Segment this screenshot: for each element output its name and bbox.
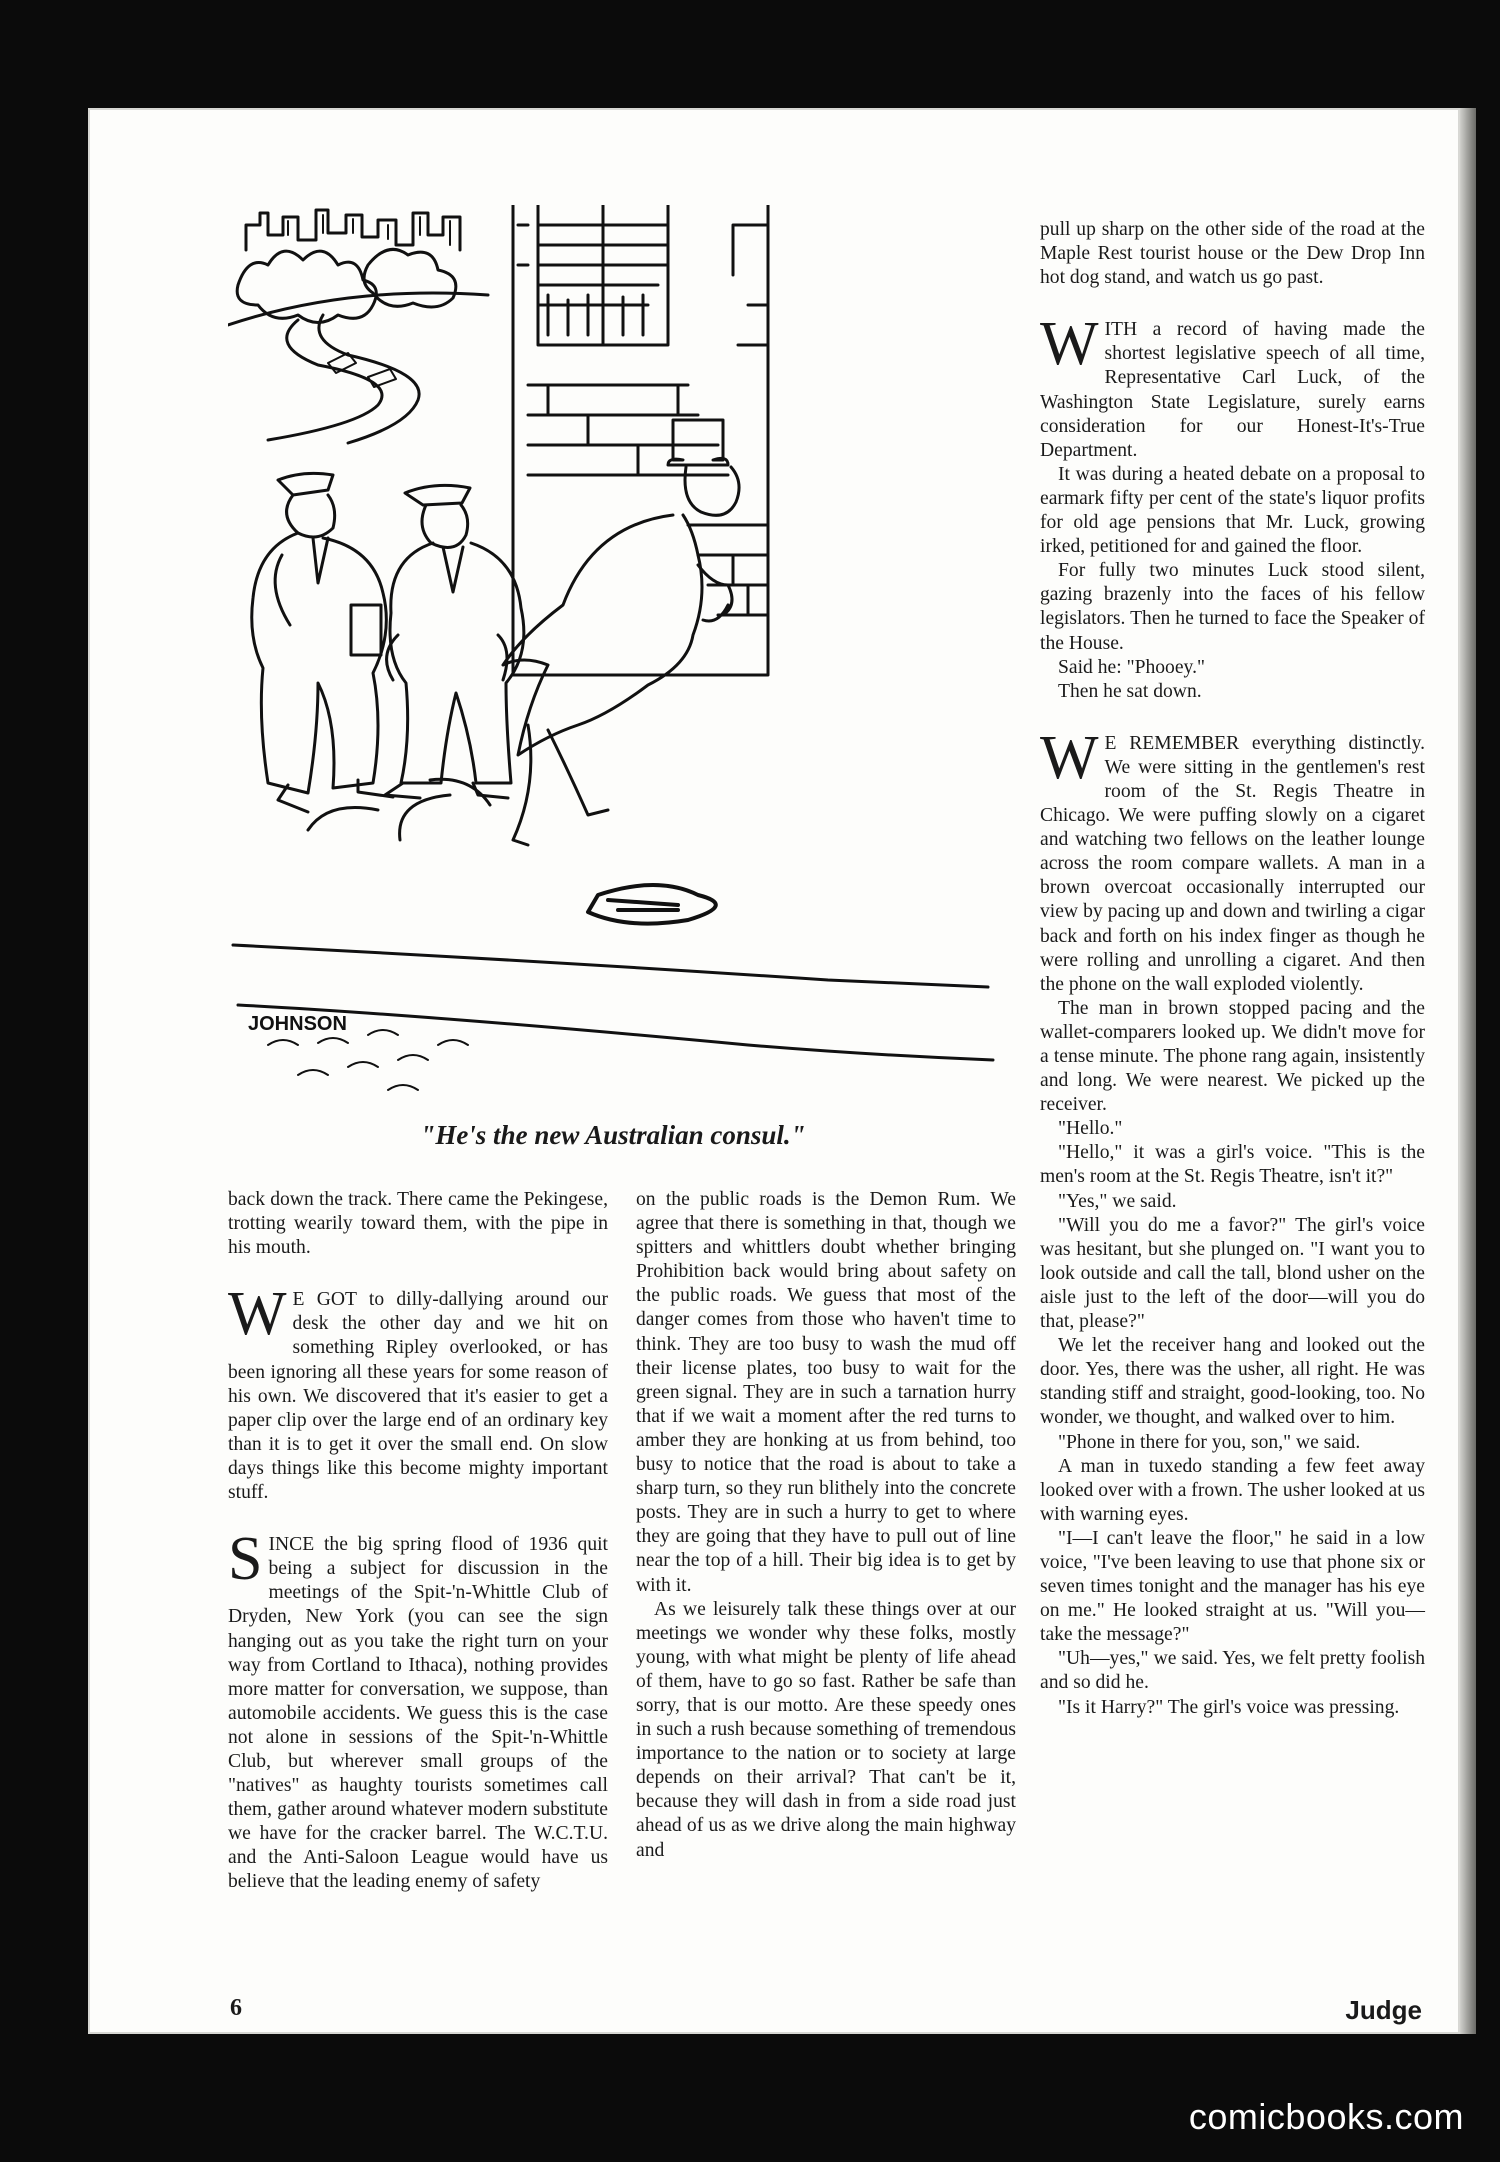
continuation-paragraph: back down the track. There came the Pekingese, trotting wearily toward them, with the pipe in his mouth.: [228, 1189, 608, 1259]
paragraph: "I—I can't leave the floor," he said in a low voice, "I've been leaving to use that phone six or seven times tonight and the manager has his eye on me." He looked straight at us. "Will you—take the message?": [1040, 1527, 1425, 1646]
drop-cap: S: [228, 1525, 263, 1594]
paragraph: We let the receiver hang and looked out the door. Yes, there was the usher, all right. He was standing stiff and straight, good-looking, too. No wonder, we thought, and walked over to him.: [1040, 1335, 1425, 1429]
paragraph-leisurely: As we leisurely talk these things over at our meetings we wonder why these folks, mostly young, with what might be plenty of life ahead of them, have to go so fast. Rather be safe than sorry, that is our motto. Are these speedy ones in such a rush because something of tremendous importance to the nation or to society at large depends on their arrival? That can't be it, because they will dash in from a side road just ahead of us as we drive along the main highway and: [636, 1598, 1016, 1861]
column-right: [1040, 218, 1425, 1720]
column-middle: [636, 1188, 1016, 1863]
paragraph-text: ITH a record of having made the shortest legislative speech of all time, Representative Carl Luck, of the Washington State Legislature, surely earns consideration for our Honest-It's-True Department.: [1040, 319, 1425, 461]
paragraph: A man in tuxedo standing a few feet away looked over with a frown. The usher looked at us with warning eyes.: [1040, 1455, 1425, 1525]
paragraph: Said he: "Phooey.": [1058, 656, 1205, 678]
drop-cap: W: [1040, 723, 1099, 792]
paragraph-paper-clip: [228, 1280, 608, 1505]
page-number: 6: [230, 1995, 242, 2021]
shadow-scribble: [588, 885, 716, 924]
paragraph: "Will you do me a favor?" The girl's voice was hesitant, but she plunged on. "I want you to look outside and call the tall, blond usher on the aisle just to the left of the door—will you do that, please?": [1040, 1214, 1425, 1333]
facing-page-edge: [1460, 108, 1476, 2034]
paragraph: Then he sat down.: [1058, 680, 1202, 702]
column-left: [228, 1188, 608, 1895]
paragraph: The man in brown stopped pacing and the wallet-comparers looked up. We didn't move for a tense minute. The phone rang again, insistently and long. We were nearest. We picked up the receiver.: [1040, 997, 1425, 1116]
drop-cap: W: [1040, 310, 1099, 379]
cartoon-caption: "He's the new Australian consul.": [420, 1120, 806, 1150]
paragraph-text: E REMEMBER everything distinctly. We were sitting in the gentlemen's rest room of the St. Regis Theatre in Chicago. We were puffing slowly on a cigaret and watching two fellows on the leather lounge across the room compare wallets. A man in a brown overcoat occasionally interrupted our view by pacing up and down and twirling a cigar back and forth on his index finger as though he were rolling and unrolling a cigaret. And then the phone on the wall exploded violently.: [1040, 732, 1425, 995]
sidewalk-edge: [233, 945, 988, 987]
paragraph: "Hello.": [1058, 1118, 1123, 1140]
park-road: [268, 320, 382, 440]
paragraph: "Is it Harry?" The girl's voice was pressing.: [1058, 1696, 1400, 1718]
paragraph-carl-luck: [1040, 310, 1425, 463]
paragraph: It was during a heated debate on a proposal to earmark fifty per cent of the state's liquor profits for old age pensions that Mr. Luck, growing irked, petitioned for and gained the floor.: [1040, 463, 1425, 558]
cartoonist-signature: JOHNSON: [248, 1013, 347, 1035]
paragraph: "Yes," we said.: [1058, 1190, 1177, 1212]
paragraph: "Uh—yes," we said. Yes, we felt pretty foolish and so did he.: [1040, 1648, 1425, 1694]
paragraph-text: INCE the big spring flood of 1936 quit being a subject for discussion in the meetings of the Spit-'n-Whittle Club of Dryden, New York (you can see the sign hanging out as you take the right turn on your way from Cortland to Ithaca), nothing provides more matter for conversation, we suppose, than automobile accidents. We guess this is the case not alone in sessions of the Spit-'n-Whittle Club, but wherever small groups of the "natives" as haughty tourists sometimes call them, gather around whatever modern substitute we have for the cracker barrel. The W.C.T.U. and the Anti-Saloon League would have us believe that the leading enemy of safety: [228, 1534, 608, 1893]
man-left: [252, 473, 393, 812]
paragraph-demon-rum: on the public roads is the Demon Rum. We agree that there is something in that, though we spitters and whittlers doubt whether bringing Prohibition back would bring about safety on the public roads. We guess that most of the danger comes from those who haven't time to think. They are too busy to wash the mud off their license plates, too busy to wait for the green signal. They are in such a tarnation hurry that if we wait a moment after the red turns to amber they are honking at us from behind, too busy to notice that the road is about to take a sharp turn, so they run blithely into the concrete posts. They are in such a hurry to get to where they are going that they have to pull out of line near the top of a hill. Their big idea is to get by with it.: [636, 1189, 1016, 1596]
paragraph: For fully two minutes Luck stood silent, gazing brazenly into the faces of his fellow legislators. Then he turned to face the Speaker of the House.: [1040, 560, 1425, 654]
drop-cap: W: [228, 1280, 287, 1349]
paragraph-text: E GOT to dilly-dallying around our desk the other day and we hit on something Ripley overlooked, or has been ignoring all these years for some reason of his own. We discovered that it's easier to get a paper clip over the large end of an ordinary key than it is to get it over the small end. On slow days things like this become mighty important stuff.: [228, 1289, 608, 1504]
magazine-name: Judge: [1345, 1995, 1422, 2025]
paragraph: "Hello," it was a girl's voice. "This is the men's room at the St. Regis Theatre, isn't it?": [1040, 1142, 1425, 1188]
paragraph-st-regis: [1040, 723, 1425, 997]
park-trees: [237, 251, 376, 322]
source-watermark: comicbooks.com: [1188, 2096, 1464, 2137]
paragraph-spit-n-whittle: [228, 1525, 608, 1894]
paragraph: "Phone in there for you, son," we said.: [1058, 1431, 1361, 1453]
continuation-paragraph: pull up sharp on the other side of the road at the Maple Rest tourist house or the Dew Drop Inn hot dog stand, and watch us go past.: [1040, 219, 1425, 289]
man-middle: [385, 485, 524, 798]
cartoon-illustration: [228, 205, 998, 1095]
